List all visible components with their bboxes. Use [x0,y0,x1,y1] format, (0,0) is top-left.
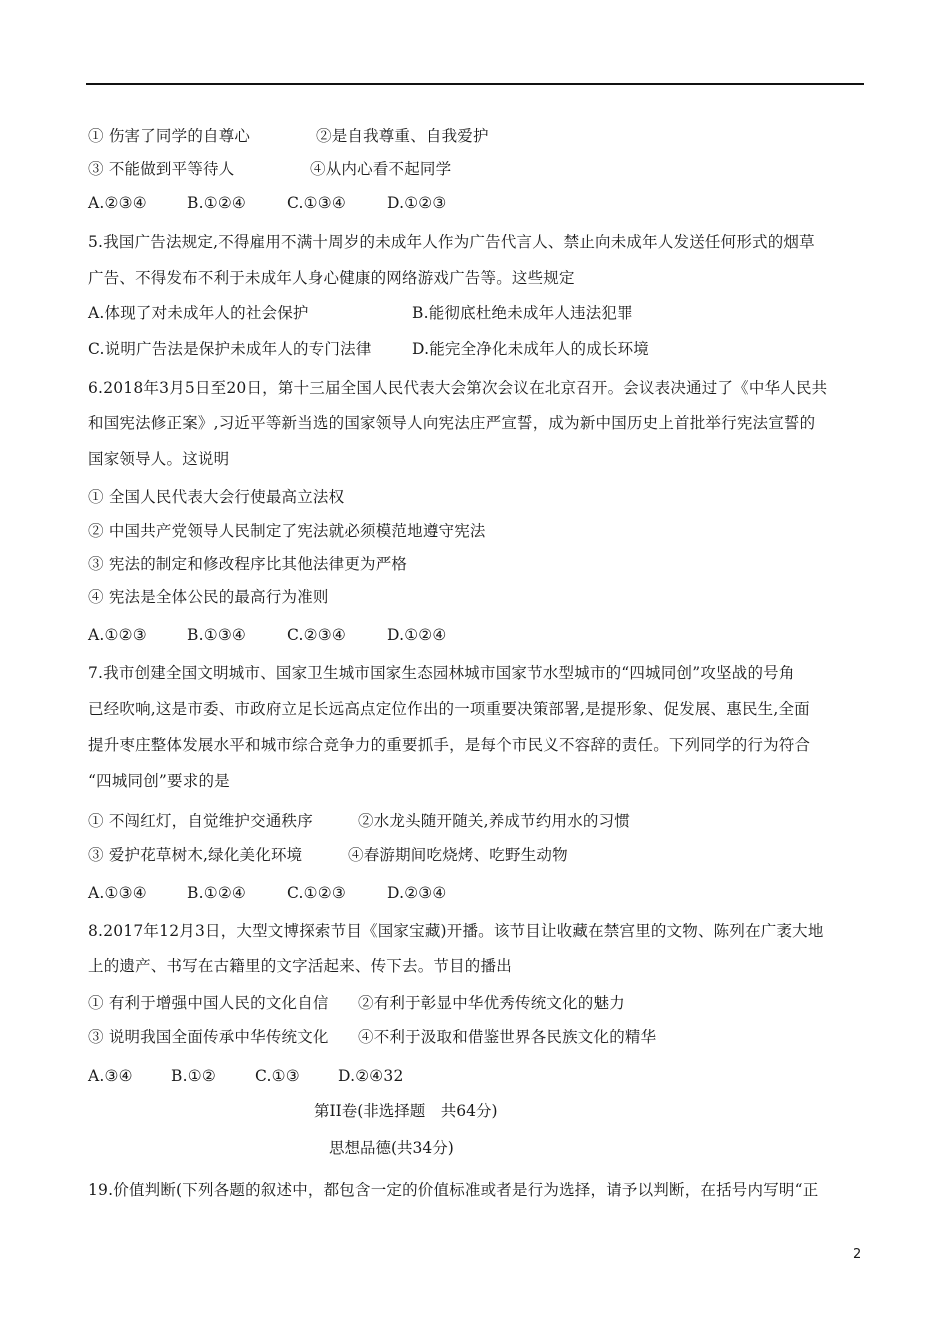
q8-option-b: B.①② [171,1067,216,1085]
q8-statements-row-2 [88,1027,656,1047]
q7-statement-2: ②水龙头随开随关,养成节约用水的习惯 [358,812,631,830]
q5-stem-line-2: 广告、不得发布不利于未成年人身心健康的网络游戏广告等。这些规定 [88,269,575,287]
q6-statement-1: ① 全国人民代表大会行使最高立法权 [88,488,345,506]
q7-statements-row-1 [88,811,630,831]
q7-statement-3: ③ 爱护花草树木,绿化美化环境 [88,846,303,864]
q7-stem-line-2: 已经吹响,这是市委、市政府立足长远高点定位作出的一项重要决策部署,是提形象、促发展、惠民生,全面 [88,700,810,718]
q8-statements-row-1 [88,993,625,1013]
q5-option-a: A.体现了对未成年人的社会保护 [88,304,309,322]
q7-option-a: A.①③④ [88,884,147,902]
q4-statement-1: ① 伤害了同学的自尊心 [88,127,251,145]
q6-statement-4: ④ 宪法是全体公民的最高行为准则 [88,588,329,606]
q6-statement-3: ③ 宪法的制定和修改程序比其他法律更为严格 [88,555,408,573]
q19-stem-line-1: 19.价值判断(下列各题的叙述中，都包含一定的价值标准或者是行为选择，请予以判断，在括号内写明“正 [88,1181,819,1199]
q4-statement-2: ②是自我尊重、自我爱护 [316,127,489,145]
q7-statement-1: ① 不闯红灯，自觉维护交通秩序 [88,812,313,830]
q8-stem-line-1: 8.2017年12月3日，大型文博探索节目《国家宝藏)开播。该节目让收藏在禁宫里的文物、陈列在广袤大地 [88,922,824,940]
q8-option-a: A.③④ [88,1067,133,1085]
section-title: 第II卷(非选择题 共64分) [314,1102,498,1120]
q6-option-c: C.②③④ [287,626,346,644]
q5-stem-line-1: 5.我国广告法规定,不得雇用不满十周岁的未成年人作为广告代言人、禁止向未成年人发送任何形式的烟草 [88,233,815,251]
q4-statements-row-2 [88,159,451,179]
q4-option-c: C.①③④ [287,194,346,212]
q5-options-row-1 [88,303,633,323]
q4-option-a: A.②③④ [88,194,147,212]
q5-option-c: C.说明广告法是保护未成年人的专门法律 [88,340,372,358]
q5-option-d: D.能完全净化未成年人的成长环境 [412,340,650,358]
q4-statement-4: ④从内心看不起同学 [310,160,452,178]
q6-option-a: A.①②③ [88,626,147,644]
q6-stem-line-2: 和国宪法修正案》,习近平等新当选的国家领导人向宪法庄严宣誓，成为新中国历史上首批举行宪法宣誓的 [88,414,816,432]
q8-statement-1: ① 有利于增强中国人民的文化自信 [88,994,329,1012]
q8-statement-4: ④不利于汲取和借鉴世界各民族文化的精华 [358,1028,657,1046]
q7-stem-line-1: 7.我市创建全国文明城市、国家卫生城市国家生态园林城市国家节水型城市的“四城同创”攻坚战的号角 [88,664,795,682]
q6-option-b: B.①③④ [187,626,247,644]
q5-option-b: B.能彻底杜绝未成年人违法犯罪 [412,304,633,322]
q8-options [88,1066,404,1086]
q5-options-row-2 [88,339,649,359]
q7-option-c: C.①②③ [287,884,346,902]
q8-statement-2: ②有利于彰显中华优秀传统文化的魅力 [358,994,625,1012]
q4-option-b: B.①②④ [187,194,247,212]
q8-option-c: C.①③ [255,1067,300,1085]
q7-statements-row-2 [88,845,568,865]
q8-stem-line-2: 上的遗产、书写在古籍里的文字活起来、传下去。节目的播出 [88,957,512,975]
q4-option-d: D.①②③ [387,194,447,212]
q6-options [88,625,447,645]
header-rule [86,83,864,85]
q7-stem-line-3: 提升枣庄整体发展水平和城市综合竞争力的重要抓手，是每个市民义不容辞的责任。下列同学的行为符合 [88,736,811,754]
page-number: 2 [853,1247,862,1262]
q7-options [88,883,447,903]
q7-statement-4: ④春游期间吃烧烤、吃野生动物 [348,846,568,864]
section-subtitle: 思想品德(共34分) [329,1139,454,1157]
q7-option-d: D.②③④ [387,884,447,902]
q8-option-d: D.②④32 [338,1067,404,1085]
q4-statements-row-1 [88,126,489,146]
q8-statement-3: ③ 说明我国全面传承中华传统文化 [88,1028,329,1046]
q6-option-d: D.①②④ [387,626,447,644]
q4-options [88,193,447,213]
q7-option-b: B.①②④ [187,884,247,902]
q6-statement-2: ② 中国共产党领导人民制定了宪法就必须模范地遵守宪法 [88,522,486,540]
q4-statement-3: ③ 不能做到平等待人 [88,160,235,178]
q6-stem-line-1: 6.2018年3月5日至20日，第十三届全国人民代表大会第次会议在北京召开。会议表决通过了《中华人民共 [88,379,828,397]
q6-stem-line-3: 国家领导人。这说明 [88,450,230,468]
q7-stem-line-4: “四城同创”要求的是 [88,772,230,790]
